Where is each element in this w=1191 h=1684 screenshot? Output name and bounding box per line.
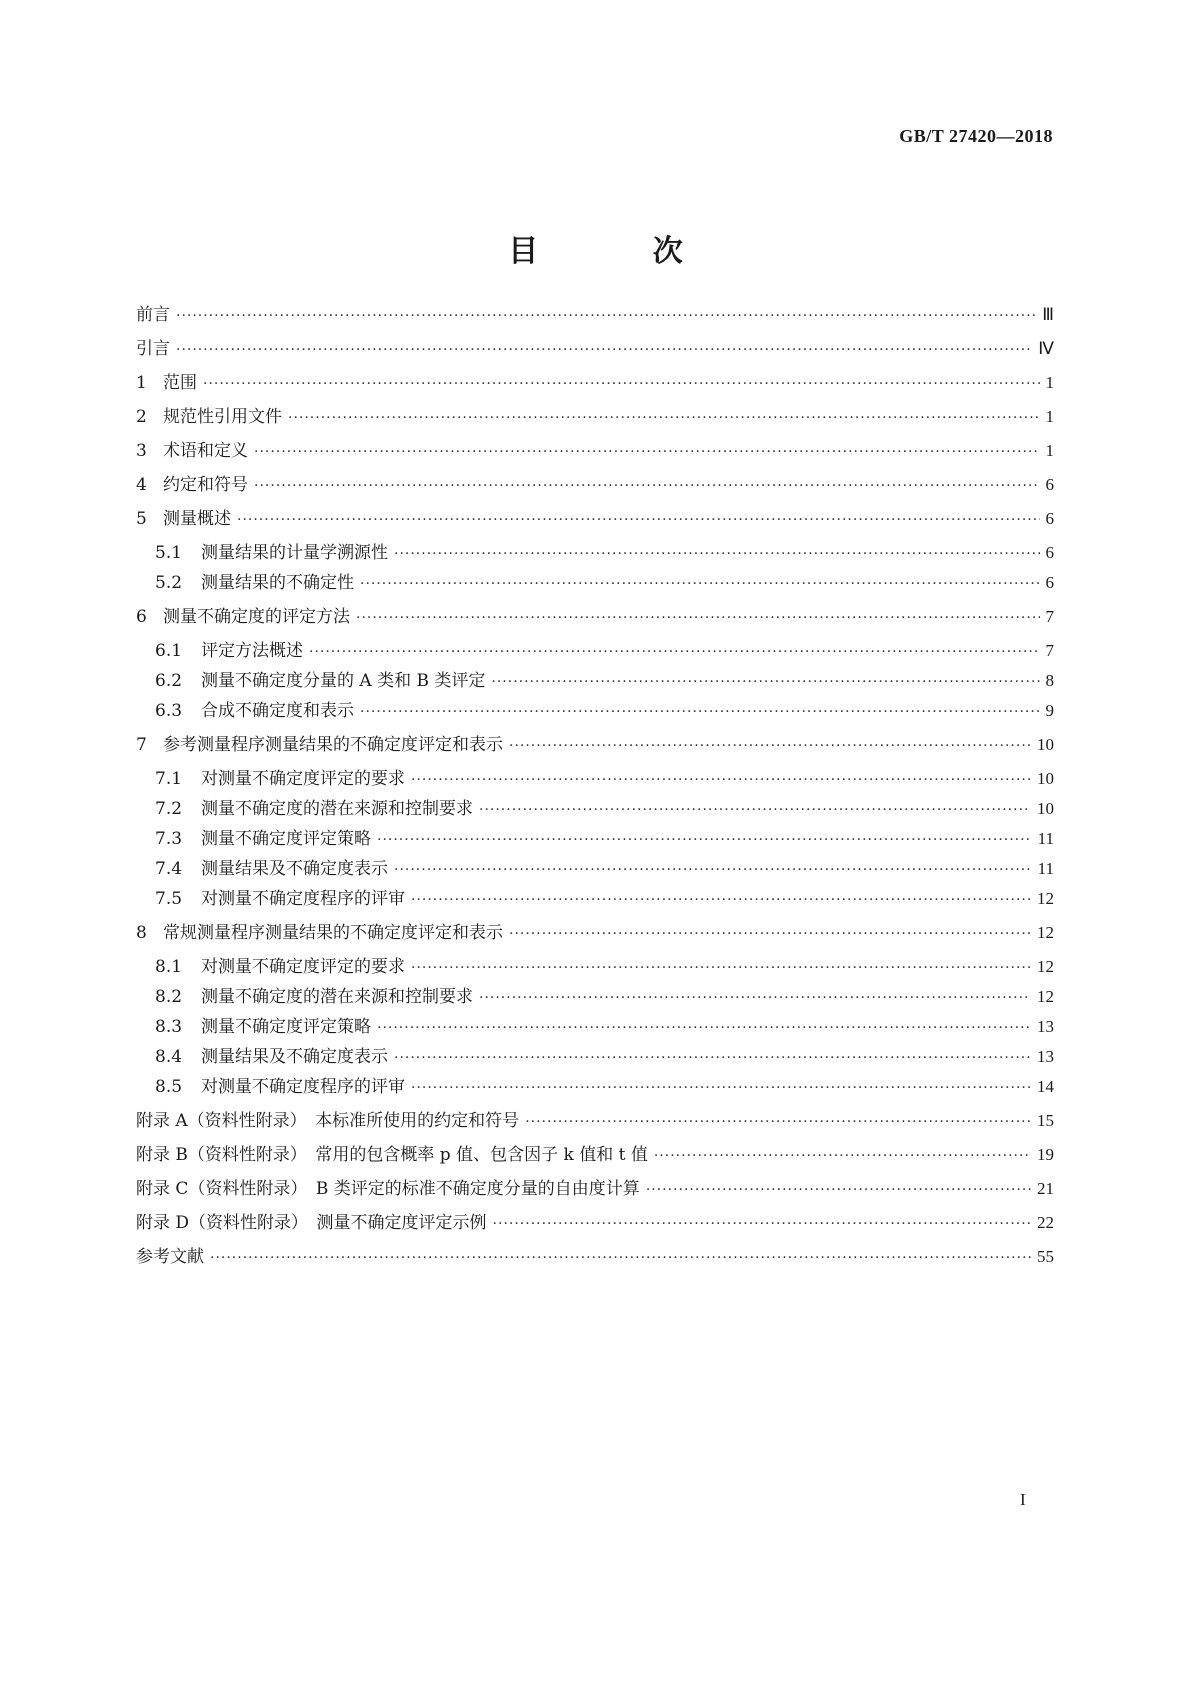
dot-leader [411, 887, 1031, 913]
toc-entry-text: 对测量不确定度程序的评审 [201, 889, 405, 909]
toc-entry-page: Ⅲ [1042, 305, 1054, 324]
toc-entry-text: 测量结果及不确定度表示 [201, 859, 388, 879]
toc-entry[interactable] [155, 1044, 1054, 1070]
toc-entry[interactable] [136, 1142, 1054, 1168]
dot-leader [203, 371, 1040, 397]
page-title: 目 次 [508, 234, 735, 269]
toc-entry-page: 55 [1037, 1247, 1054, 1266]
dot-leader [210, 1245, 1031, 1271]
toc-entry-page: 1 [1045, 441, 1054, 460]
toc-entry-text: 测量不确定度评定策略 [201, 1017, 371, 1037]
dot-leader [491, 669, 1039, 695]
dot-leader [525, 1109, 1031, 1135]
dot-leader [646, 1177, 1031, 1203]
toc-entry-label [136, 604, 350, 630]
toc-entry-label [155, 1014, 371, 1040]
toc-entry[interactable] [136, 1176, 1054, 1202]
toc-entry-text: 测量不确定度评定策略 [201, 829, 371, 849]
toc-entry-text: 附录 B（资料性附录） 常用的包含概率 p 值、包含因子 k 值和 t 值 [136, 1145, 648, 1165]
toc-entry[interactable] [136, 506, 1054, 532]
toc-entry[interactable] [155, 984, 1054, 1010]
dot-leader [479, 985, 1031, 1011]
toc-entry-text: 附录 A（资料性附录） 本标准所使用的约定和符号 [136, 1111, 520, 1131]
dot-leader [509, 921, 1031, 947]
toc-entry-text: 测量结果的计量学溯源性 [201, 543, 388, 563]
toc-entry-label [136, 336, 170, 362]
toc-entry-page: 15 [1037, 1111, 1054, 1130]
toc-entry-page: 12 [1037, 923, 1054, 942]
toc-entry-number: 5.2 [155, 573, 183, 593]
toc-entry[interactable] [155, 570, 1054, 596]
toc-entry-label [155, 570, 354, 596]
toc-entry[interactable] [155, 540, 1054, 566]
toc-entry[interactable] [155, 954, 1054, 980]
toc-entry-number: 6 [136, 607, 147, 627]
toc-entry-text: 测量不确定度的评定方法 [163, 607, 350, 627]
dot-leader [479, 797, 1031, 823]
toc-entry-label [136, 506, 231, 532]
toc-entry-text: 常规测量程序测量结果的不确定度评定和表示 [163, 923, 503, 943]
dot-leader [411, 955, 1031, 981]
toc-entry-number: 6.2 [155, 671, 183, 691]
toc-entry-label [155, 698, 354, 724]
toc-entry-label [155, 1074, 405, 1100]
toc-entry-page: 9 [1045, 701, 1054, 720]
toc-entry[interactable] [136, 1210, 1054, 1236]
toc-entry-label [155, 668, 485, 694]
toc-entry-text: 参考文献 [136, 1247, 204, 1267]
dot-leader [176, 337, 1032, 363]
toc-entry-page: 6 [1045, 509, 1054, 528]
dot-leader [254, 439, 1040, 465]
dot-leader [411, 767, 1031, 793]
toc-entry-number: 7.4 [155, 859, 183, 879]
dot-leader [309, 639, 1040, 665]
toc-entry-text: 对测量不确定度评定的要求 [201, 957, 405, 977]
toc-entry-text: 范围 [163, 373, 197, 393]
toc-entry-page: 21 [1037, 1179, 1054, 1198]
dot-leader [237, 507, 1040, 533]
toc-entry[interactable] [136, 472, 1054, 498]
toc-entry-page: 13 [1037, 1047, 1054, 1066]
toc-entry-page: 8 [1045, 671, 1054, 690]
toc-entry-number: 8.3 [155, 1017, 183, 1037]
toc-entry-text: 附录 D（资料性附录） 测量不确定度评定示例 [136, 1213, 487, 1233]
toc-entry-label [155, 638, 303, 664]
toc-entry[interactable] [136, 1108, 1054, 1134]
toc-entry-label [136, 1142, 648, 1168]
toc-entry[interactable] [155, 1074, 1054, 1100]
toc-entry-page: 6 [1045, 475, 1054, 494]
toc-entry-number: 6.3 [155, 701, 183, 721]
toc-entry-text: 测量不确定度的潜在来源和控制要求 [201, 987, 473, 1007]
toc-entry[interactable] [155, 856, 1054, 882]
dot-leader [394, 857, 1032, 883]
toc-entry[interactable] [155, 886, 1054, 912]
toc-entry-number: 6.1 [155, 641, 183, 661]
dot-leader [254, 473, 1040, 499]
toc-entry-number: 8 [136, 923, 147, 943]
toc-entry-text: 对测量不确定度程序的评审 [201, 1077, 405, 1097]
toc-entry-text: 对测量不确定度评定的要求 [201, 769, 405, 789]
toc-entry-label [136, 1244, 204, 1270]
toc-entry[interactable] [136, 302, 1054, 328]
toc-entry[interactable] [155, 638, 1054, 664]
toc-entry-number: 7.3 [155, 829, 183, 849]
toc-entry-label [136, 1176, 640, 1202]
toc-entry[interactable] [155, 796, 1054, 822]
toc-entry[interactable] [155, 766, 1054, 792]
toc-entry-number: 7.5 [155, 889, 183, 909]
toc-entry-text: 测量结果的不确定性 [201, 573, 354, 593]
toc-entry-page: 10 [1037, 735, 1054, 754]
toc-entry-label [136, 370, 197, 396]
toc-entry-label [155, 954, 405, 980]
toc-entry-page: 11 [1037, 829, 1054, 848]
toc-entry-page: 22 [1037, 1213, 1054, 1232]
toc-entry-label [155, 826, 371, 852]
toc-entry-page: 1 [1045, 407, 1054, 426]
toc-entry-text: 术语和定义 [163, 441, 248, 461]
toc-entry-number: 7.1 [155, 769, 183, 789]
toc-entry-text: 评定方法概述 [201, 641, 303, 661]
toc-entry-text: 前言 [136, 305, 170, 325]
toc-entry-label [155, 766, 405, 792]
document-code: GB/T 27420—2018 [899, 126, 1053, 146]
toc-entry-text: 测量不确定度的潜在来源和控制要求 [201, 799, 473, 819]
dot-leader [356, 605, 1040, 631]
toc-entry-label [155, 856, 388, 882]
toc-entry-label [136, 438, 248, 464]
toc-entry-label [136, 302, 170, 328]
page-number: I [1020, 1490, 1026, 1509]
toc-entry[interactable] [136, 404, 1054, 430]
toc-entry-page: 6 [1045, 573, 1054, 592]
toc-entry-text: 引言 [136, 339, 170, 359]
toc-entry-label [136, 920, 503, 946]
toc-entry-page: 1 [1045, 373, 1054, 392]
toc-entry-page: 10 [1037, 799, 1054, 818]
dot-leader [509, 733, 1031, 759]
toc-entry-page: 12 [1037, 889, 1054, 908]
toc-entry[interactable] [136, 370, 1054, 396]
dot-leader [654, 1143, 1031, 1169]
dot-leader [360, 571, 1040, 597]
toc-entry-page: 7 [1045, 641, 1054, 660]
toc-entry-label [136, 404, 282, 430]
toc-entry-page: 12 [1037, 957, 1054, 976]
toc-entry-number: 8.2 [155, 987, 183, 1007]
toc-entry-page: 19 [1037, 1145, 1054, 1164]
toc-entry-number: 3 [136, 441, 147, 461]
toc-entry-number: 8.5 [155, 1077, 183, 1097]
toc-entry-text: 测量不确定度分量的 A 类和 B 类评定 [201, 671, 486, 691]
toc-entry-label [155, 796, 473, 822]
toc-entry[interactable] [136, 336, 1054, 362]
toc-entry-number: 7.2 [155, 799, 183, 819]
toc-entry-text: 规范性引用文件 [163, 407, 282, 427]
dot-leader [377, 827, 1032, 853]
dot-leader [493, 1211, 1031, 1237]
toc-entry-number: 7 [136, 735, 147, 755]
dot-leader [394, 541, 1040, 567]
dot-leader [377, 1015, 1031, 1041]
toc-entry-label [136, 1108, 519, 1134]
toc-entry-number: 8.4 [155, 1047, 183, 1067]
toc-entry-page: 11 [1037, 859, 1054, 878]
toc-entry-page: 7 [1045, 607, 1054, 626]
toc-entry-label [155, 540, 388, 566]
toc-entry[interactable] [155, 826, 1054, 852]
toc-entry-text: 合成不确定度和表示 [201, 701, 354, 721]
toc-entry-text: 附录 C（资料性附录） B 类评定的标准不确定度分量的自由度计算 [136, 1179, 640, 1199]
toc-entry[interactable] [136, 438, 1054, 464]
dot-leader [176, 303, 1036, 329]
toc-entry-page: 12 [1037, 987, 1054, 1006]
toc-entry-label [155, 1044, 388, 1070]
dot-leader [411, 1075, 1031, 1101]
toc-entry-page: 14 [1037, 1077, 1054, 1096]
dot-leader [288, 405, 1040, 431]
dot-leader [360, 699, 1040, 725]
toc-entry-page: 13 [1037, 1017, 1054, 1036]
dot-leader [394, 1045, 1031, 1071]
toc-entry-number: 1 [136, 373, 147, 393]
toc-entry-text: 参考测量程序测量结果的不确定度评定和表示 [163, 735, 503, 755]
toc-entry[interactable] [136, 920, 1054, 946]
toc-entry[interactable] [155, 668, 1054, 694]
toc-entry[interactable] [136, 732, 1054, 758]
toc-entry-text: 约定和符号 [163, 475, 248, 495]
toc-entry-number: 4 [136, 475, 147, 495]
toc-entry-text: 测量结果及不确定度表示 [201, 1047, 388, 1067]
toc-entry[interactable] [155, 1014, 1054, 1040]
toc-entry-label [136, 472, 248, 498]
toc-entry[interactable] [136, 604, 1054, 630]
toc-entry-label [136, 732, 503, 758]
toc-entry-label [155, 984, 473, 1010]
toc-entry[interactable] [136, 1244, 1054, 1270]
toc-entry-number: 8.1 [155, 957, 183, 977]
toc-entry-text: 测量概述 [163, 509, 231, 529]
toc-entry-number: 5.1 [155, 543, 183, 563]
toc-entry-number: 5 [136, 509, 147, 529]
toc-entry-page: Ⅳ [1038, 339, 1054, 358]
toc-entry[interactable] [155, 698, 1054, 724]
toc-entry-page: 10 [1037, 769, 1054, 788]
toc-entry-number: 2 [136, 407, 147, 427]
toc-entry-label [155, 886, 405, 912]
toc-entry-label [136, 1210, 487, 1236]
toc-entry-page: 6 [1045, 543, 1054, 562]
